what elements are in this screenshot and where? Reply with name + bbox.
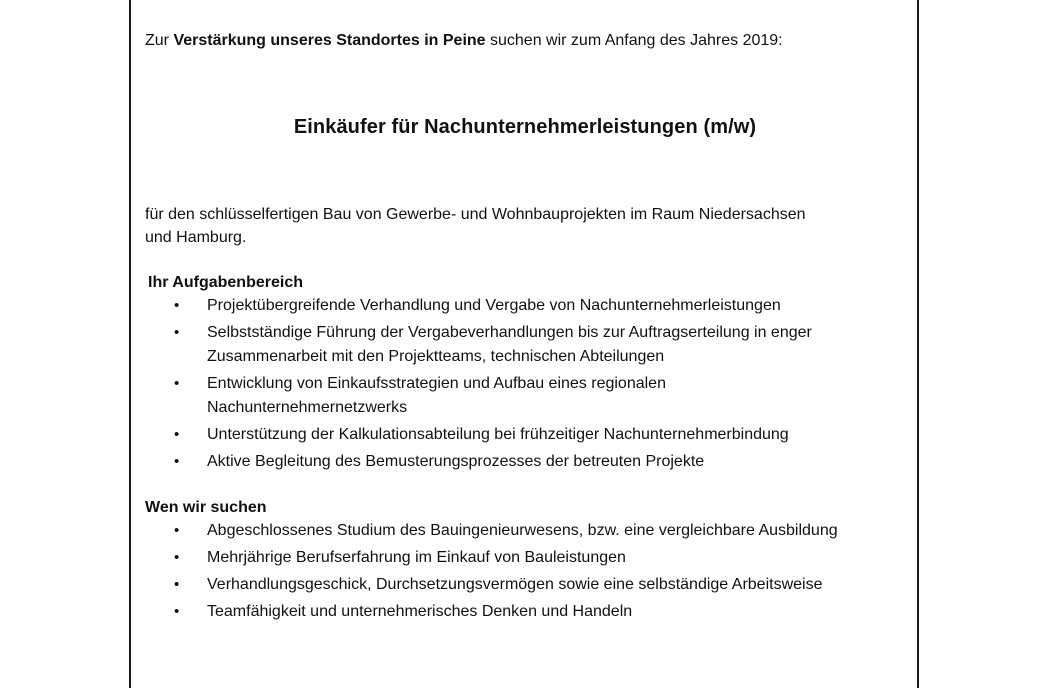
bullet-icon: • <box>174 603 180 620</box>
list-item <box>145 573 905 597</box>
section-heading-wen-wir-suchen: Wen wir suchen <box>145 499 267 516</box>
job-ad-document <box>145 30 905 627</box>
list-item-line: Aktive Begleitung des Bemusterungsprozesses der betreuten Projekte <box>207 453 705 470</box>
list-item-line: Selbstständige Führung der Vergabeverhandlungen bis zur Auftragserteilung in enger <box>207 324 812 341</box>
list-item <box>145 321 905 369</box>
list-item <box>145 450 905 474</box>
list-item-line: Verhandlungsgeschick, Durchsetzungsvermögen sowie eine selbständige Arbeitsweise <box>207 576 823 593</box>
bullet-icon: • <box>174 324 180 341</box>
intro-location-bold: Verstärkung unseres Standortes in Peine <box>173 32 486 49</box>
job-title: Einkäufer für Nachunternehmerleistungen (m/w) <box>293 116 757 138</box>
list-item-line: Nachunternehmernetzwerks <box>207 399 408 416</box>
scope-paragraph <box>145 203 905 249</box>
intro-prefix: Zur <box>145 32 174 49</box>
bullet-icon: • <box>174 522 180 539</box>
bullet-icon: • <box>174 426 180 443</box>
list-item-line: Projektübergreifende Verhandlung und Vergabe von Nachunternehmerleistungen <box>207 297 781 314</box>
list-item-line: Abgeschlossenes Studium des Bauingenieurwesens, bzw. eine vergleichbare Ausbildung <box>207 522 838 539</box>
list-item-line: Zusammenarbeit mit den Projektteams, technischen Abteilungen <box>207 348 665 365</box>
intro-paragraph <box>145 30 905 52</box>
list-item-line: Entwicklung von Einkaufsstrategien und Aufbau eines regionalen <box>207 375 666 392</box>
list-item <box>145 294 905 318</box>
list-item <box>145 546 905 570</box>
list-item <box>145 423 905 447</box>
bullet-icon: • <box>174 297 180 314</box>
list-item <box>145 372 905 420</box>
aufgaben-list <box>145 294 905 474</box>
bullet-icon: • <box>174 375 180 392</box>
list-item-line: Teamfähigkeit und unternehmerisches Denken und Handeln <box>207 603 633 620</box>
bullet-icon: • <box>174 549 180 566</box>
list-item-line: Unterstützung der Kalkulationsabteilung bei frühzeitiger Nachunternehmerbindung <box>207 426 789 443</box>
bullet-icon: • <box>174 453 180 470</box>
section-heading-aufgaben: Ihr Aufgabenbereich <box>148 274 303 291</box>
list-item-line: Mehrjährige Berufserfahrung im Einkauf von Bauleistungen <box>207 549 626 566</box>
scope-line-1: für den schlüsselfertigen Bau von Gewerbe- und Wohnbauprojekten im Raum Niedersachsen <box>145 206 806 223</box>
list-item <box>145 600 905 624</box>
bullet-icon: • <box>174 576 180 593</box>
wen-list <box>145 519 905 624</box>
scope-line-2: und Hamburg. <box>145 229 247 246</box>
list-item <box>145 519 905 543</box>
intro-suffix: suchen wir zum Anfang des Jahres 2019: <box>485 32 783 49</box>
